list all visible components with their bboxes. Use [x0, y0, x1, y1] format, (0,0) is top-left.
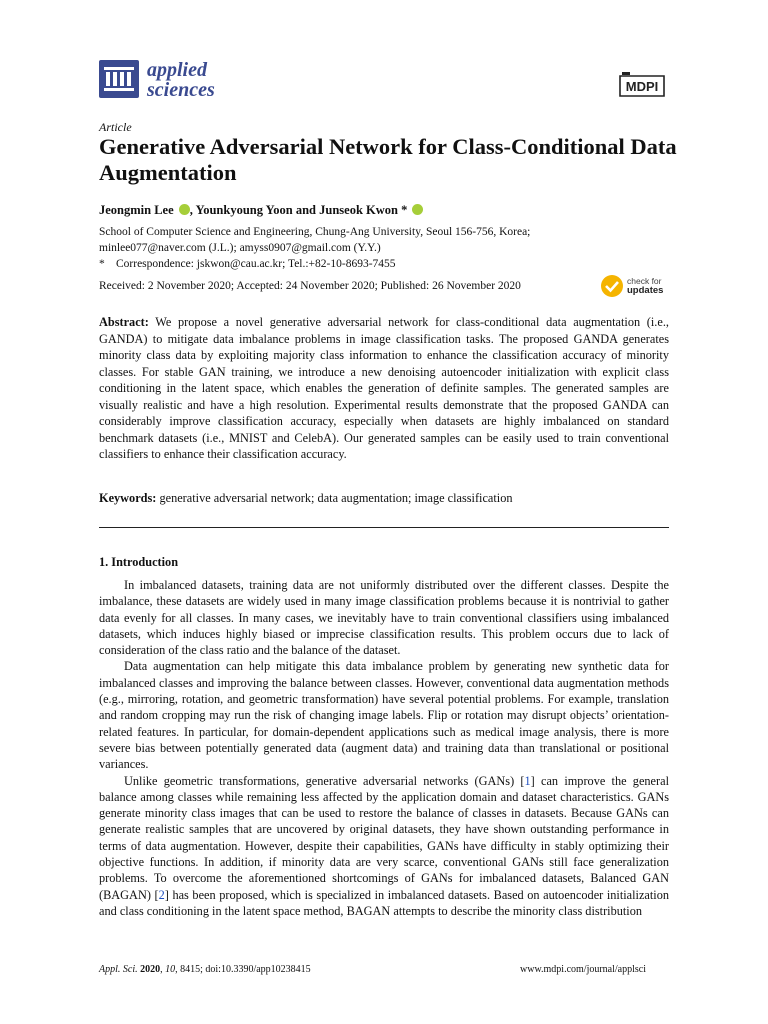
orcid-icon[interactable]	[179, 204, 190, 215]
affiliation-line: School of Computer Science and Engineering, Chung-Ang University, Seoul 156-756, Korea;	[99, 226, 531, 238]
affiliation-block	[99, 224, 659, 272]
orcid-icon[interactable]	[412, 204, 423, 215]
journal-name	[147, 60, 215, 100]
paragraph-text: ] can improve the general balance among classes while remaining less affected by the application domain and dataset characteristics. GANs generate minority class images that can be used to restore the balance of classes in datasets. Because GANs can generate realistic samples that are uncovered by original datasets, they have shown outstanding performance in terms of data augmentation. However, despite their capabilities, GANs have difficulty in stably optimizing their objective functions. In addition, if minority data are very scarce, conventional GANs still face generalization problems. To overcome the aforementioned shortcomings of GANs for imbalanced datasets, Balanced GAN (BAGAN) [	[99, 773, 669, 902]
article-type: Article	[99, 120, 132, 134]
paragraph-text: Unlike geometric transformations, generative adversarial networks (GANs) [	[124, 773, 525, 788]
footer-year: 2020	[140, 964, 161, 975]
author-list	[99, 203, 423, 218]
check-updates-text	[627, 277, 663, 295]
section-divider	[99, 527, 669, 528]
paper-title: Generative Adversarial Network for Class-Conditional Data Augmentation	[99, 134, 677, 185]
abstract	[99, 314, 669, 463]
check-updates-line1: check for	[627, 276, 662, 286]
abstract-label: Abstract:	[99, 315, 149, 329]
journal-name-line2: sciences	[147, 79, 215, 101]
journal-name-line1: applied	[147, 59, 207, 81]
paragraph: Data augmentation can help mitigate this data imbalance problem by generating new synthetic data for imbalanced classes and improving the balance between classes. However, conventional data augmentation methods (e.g., mirroring, rotation, and geometric transformation) have several potential problems. For example, translation and random cropping may run the risk of changing image labels. Flip or rotation may disrupt objects’ orientation-related features. In particular, for domain-dependent applications such as medical image analysis, there is more severe bias between potentially generated data (augment data) and training data than translational or positional variances.	[99, 659, 669, 772]
footer-journal-url[interactable]: www.mdpi.com/journal/applsci	[520, 964, 646, 975]
publisher-logo	[614, 70, 670, 105]
check-for-updates-badge[interactable]	[600, 274, 663, 298]
check-updates-icon	[600, 274, 624, 298]
keywords-label: Keywords:	[99, 491, 157, 505]
footer-citation: Appl. Sci. 2020, 10, 8415; doi:10.3390/app10238415	[99, 964, 311, 975]
author-names-rest: , Younkyoung Yoon and Junseok Kwon *	[189, 203, 408, 217]
correspondence-text: Correspondence: jskwon@cau.ac.kr; Tel.:+82-10-8693-7455	[116, 258, 396, 270]
correspondence-mark: *	[99, 258, 105, 270]
journal-logo	[99, 60, 215, 100]
footer-doi: , 8415; doi:10.3390/app10238415	[175, 964, 311, 975]
correspondence-line	[99, 256, 659, 272]
paragraph	[99, 773, 669, 920]
publisher-name: MDPI	[625, 79, 659, 94]
citation-link[interactable]: 2	[158, 887, 165, 902]
footer-volume: 10	[165, 964, 176, 975]
section-heading: 1. Introduction	[99, 555, 179, 569]
keywords-text: generative adversarial network; data augmentation; image classification	[156, 491, 513, 505]
paragraph: In imbalanced datasets, training data are not uniformly distributed over the different classes. Despite the imbalance, these datasets are widely used in many image classification problems because it is nontrivial to gather data evenly for all classes. In many cases, we inevitably have to train conventional classifiers using imbalanced datasets, which induces highly biased or imprecise classification results. This problem occurs due to lack of consideration of the class ratio and the balance of the dataset.	[99, 578, 669, 658]
footer-journal: Appl. Sci.	[99, 964, 138, 975]
author-emails: minlee077@naver.com (J.L.); amyss0907@gmail.com (Y.Y.)	[99, 242, 381, 254]
paragraph-text: ] has been proposed, which is specialized in imbalanced datasets. Based on autoencoder initialization and class conditioning in the latent space method, BAGAN attempts to describe the minority class distribution	[99, 887, 669, 918]
abstract-text: We propose a novel generative adversarial network for class-conditional data augmentation (i.e., GANDA) to mitigate data imbalance problems in image classification tasks. The proposed GANDA generates minority class data by exploiting majority class information to enhance the classification accuracy of minority classes. For stable GAN training, we introduce a new denoising autoencoder initialization with explicit class conditioning in the latent space, which enables the generation of definite samples. The generated samples are visually realistic and have a high resolution. Experimental results demonstrate that the proposed GANDA can considerably improve classification accuracy, especially when datasets are highly imbalanced on standard benchmark datasets (i.e., MNIST and CelebA). Our generated samples can be easily used to train conventional classifiers to enhance their classification accuracy.	[99, 315, 669, 461]
keywords	[99, 491, 669, 506]
check-updates-line2: updates	[627, 285, 664, 296]
journal-logo-icon	[99, 60, 139, 98]
citation-link[interactable]: 1	[524, 773, 531, 788]
author-name: Jeongmin Lee	[99, 203, 174, 217]
body-text	[99, 577, 669, 919]
publication-dates: Received: 2 November 2020; Accepted: 24 November 2020; Published: 26 November 2020	[99, 280, 521, 292]
